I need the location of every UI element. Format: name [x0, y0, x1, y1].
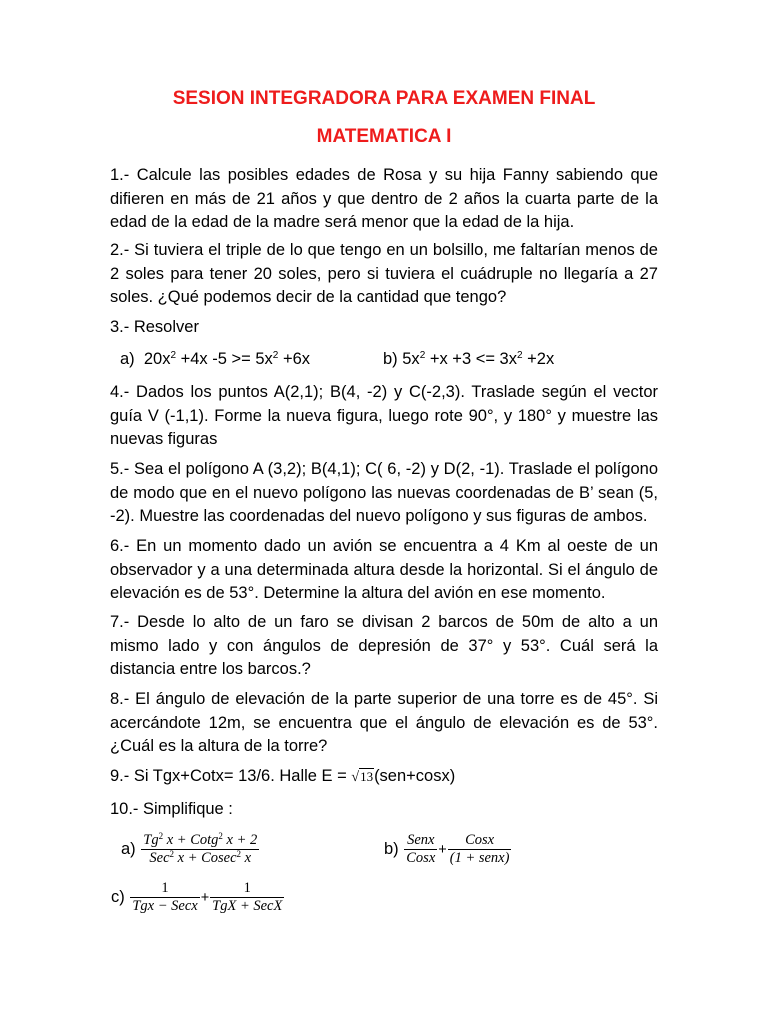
fraction-b-label: b)	[384, 840, 399, 858]
problem-3a-exp2: 2	[272, 350, 279, 361]
problem-8: 8.- El ángulo de elevación de la parte superior de una torre es de 45°. Si acercándote 12m, se encuentra que el ángulo de elevación es de 53°. ¿Cuál es la altura de la torre?	[110, 690, 658, 755]
fraction-b-plus: +	[438, 841, 447, 858]
problem-7: 7.- Desde lo alto de un faro se divisan 2 barcos de 50m de alto a un mismo lado y con ángulos de depresión de 37° y 53°. Cuál será la distancia entre los barcos.?	[110, 613, 658, 678]
fraction-a-expression	[141, 832, 259, 867]
fraction-b	[383, 832, 511, 867]
problem-9-text: 9.- Si Tgx+Cotx= 13/6. Halle E =	[110, 767, 352, 785]
problem-6: 6.- En un momento dado un avión se encuentra a 4 Km al oeste de un observador y a una determinada altura desde la horizontal. Si el ángulo de elevación es de 53°. Determine la altura del avión en ese momento.	[110, 537, 658, 602]
fraction-c-second	[210, 880, 284, 915]
fraction-a	[120, 832, 259, 867]
problem-9	[110, 765, 455, 790]
problem-3a-label: a)	[120, 350, 135, 368]
fraction-b-second	[448, 832, 512, 867]
fraction-a-denominator: Sec$^2$ x + Cosec$^2$ x	[149, 849, 252, 866]
page-title: SESION INTEGRADORA PARA EXAMEN FINAL	[172, 88, 596, 109]
square-root: √13	[351, 769, 374, 785]
problem-3a-exp1: 2	[170, 350, 177, 361]
problem-1: 1.- Calcule las posibles edades de Rosa y su hija Fanny sabiendo que difieren en más de 21 años y que dentro de 2 años la cuarta parte de la edad de la edad de la madre será menor que la edad de la hija.	[110, 166, 658, 231]
fraction-c-plus: +	[200, 889, 210, 906]
fraction-a-label: a)	[121, 840, 136, 858]
fraction-a-numerator: Tg$^2$ x + Cotg$^2$ x + 2	[143, 831, 258, 848]
problem-4: 4.- Dados los puntos A(2,1); B(4, -2) y C(-2,3). Traslade según el vector guía V (-1,1). Forme la nueva figura, luego rote 90°, y 180° y muestre las nuevas figuras	[110, 383, 658, 448]
fraction-c-numerator-2: 1	[210, 880, 284, 898]
problem-3b-term3: +2x	[522, 350, 555, 368]
square-root-radicand: 13	[360, 769, 374, 784]
problem-5: 5.- Sea el polígono A (3,2); B(4,1); C( 6, -2) y D(2, -1). Traslade el polígono de modo que en el nuevo polígono las nuevas coordenadas de B’ sean (5, -2). Muestre las coordenadas del nuevo polígono y sus figuras de ambos.	[110, 460, 658, 525]
problem-3a-term3: +6x	[278, 350, 311, 368]
problem-3b-term2: +x +3 <= 3x	[425, 350, 517, 368]
problem-3b	[383, 348, 554, 372]
problem-9-tail: (sen+cosx)	[374, 767, 456, 785]
problem-10: 10.- Simplifique :	[110, 800, 233, 818]
page-subtitle: MATEMATICA I	[316, 126, 452, 147]
problem-3b-exp1: 2	[419, 350, 426, 361]
fraction-b-numerator-2: Cosx	[448, 832, 512, 850]
problem-3: 3.- Resolver	[110, 318, 199, 336]
fraction-b-numerator-1: Senx	[404, 832, 437, 850]
fraction-b-denominator-2: (1 + senx)	[449, 850, 510, 866]
fraction-b-denominator-1: Cosx	[406, 850, 436, 866]
fraction-c-denominator-2: TgX + SecX	[212, 898, 283, 914]
problem-3a-term2: +4x -5 >= 5x	[176, 350, 273, 368]
problem-3a	[120, 348, 310, 372]
problem-3a-term1: 20x	[143, 350, 171, 368]
fraction-c-first	[130, 880, 199, 915]
fraction-b-first	[404, 832, 437, 867]
problem-3b-term1: b) 5x	[383, 350, 420, 368]
fraction-c	[110, 880, 284, 915]
fraction-c-numerator-1: 1	[130, 880, 199, 898]
problem-2: 2.- Si tuviera el triple de lo que tengo en un bolsillo, me faltarían menos de 2 soles para tener 20 soles, pero si tuviera el cuádruple no llegaría a 27 soles. ¿Qué podemos decir de la cantidad que tengo?	[110, 241, 658, 306]
problem-3b-exp2: 2	[516, 350, 523, 361]
fraction-c-denominator-1: Tgx − Secx	[132, 898, 198, 914]
fraction-c-label: c)	[111, 888, 125, 906]
